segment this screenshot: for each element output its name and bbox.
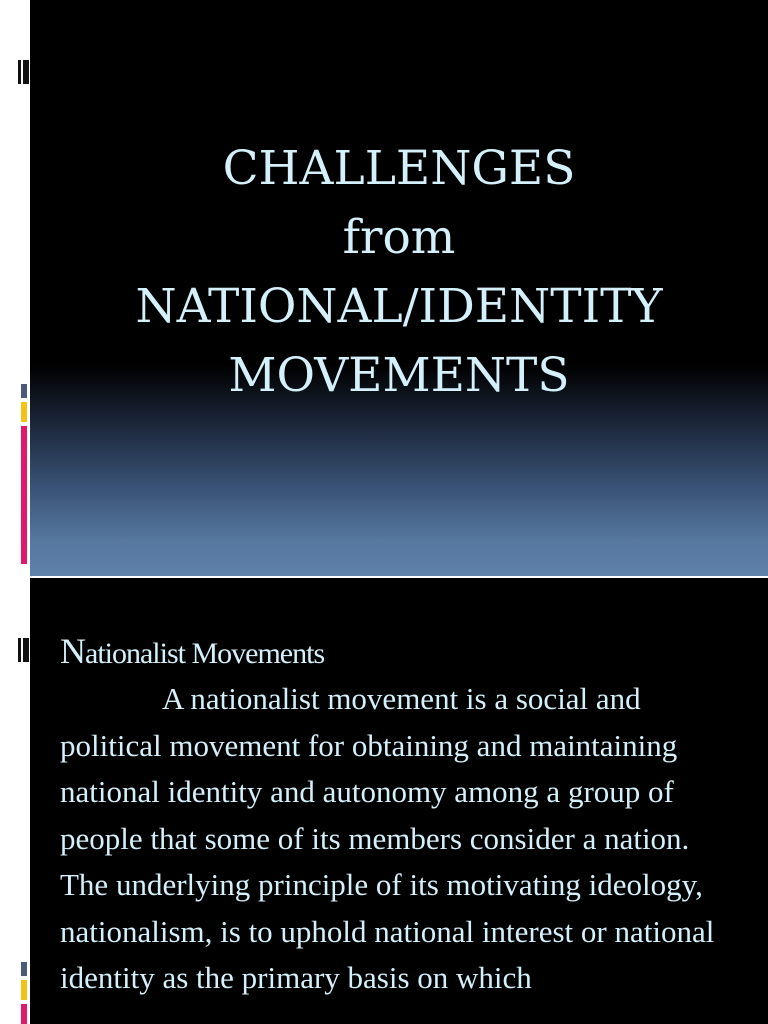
accent-stripe-gray — [21, 962, 27, 976]
slide-marker-icon — [18, 60, 29, 84]
accent-stripe-magenta — [21, 426, 27, 564]
title-line: CHALLENGES — [222, 141, 576, 196]
title-slide — [30, 0, 768, 576]
title-line: MOVEMENTS — [228, 348, 570, 403]
content-slide — [30, 578, 768, 1024]
accent-stripe-magenta — [21, 1004, 27, 1024]
title-line: from — [342, 210, 456, 265]
accent-stripe-gray — [21, 384, 27, 398]
heading-text: ationalist Movements — [85, 637, 325, 670]
slide-marker-icon — [18, 638, 29, 662]
heading-initial: N — [60, 631, 85, 671]
body-paragraph: A nationalist movement is a social and political movement for obtaining and maintaining national identity and autonomy among a group of people that some of its members consider a nation. The underlying principle of its motivating ideology, nationalism, is to uphold national interest or national identity as the primary basis on which — [60, 681, 715, 995]
section-heading — [60, 630, 324, 672]
slide-title — [30, 134, 768, 410]
accent-stripe-yellow — [21, 402, 27, 422]
accent-stripe-yellow — [21, 980, 27, 1000]
title-line: NATIONAL/IDENTITY — [135, 279, 663, 334]
